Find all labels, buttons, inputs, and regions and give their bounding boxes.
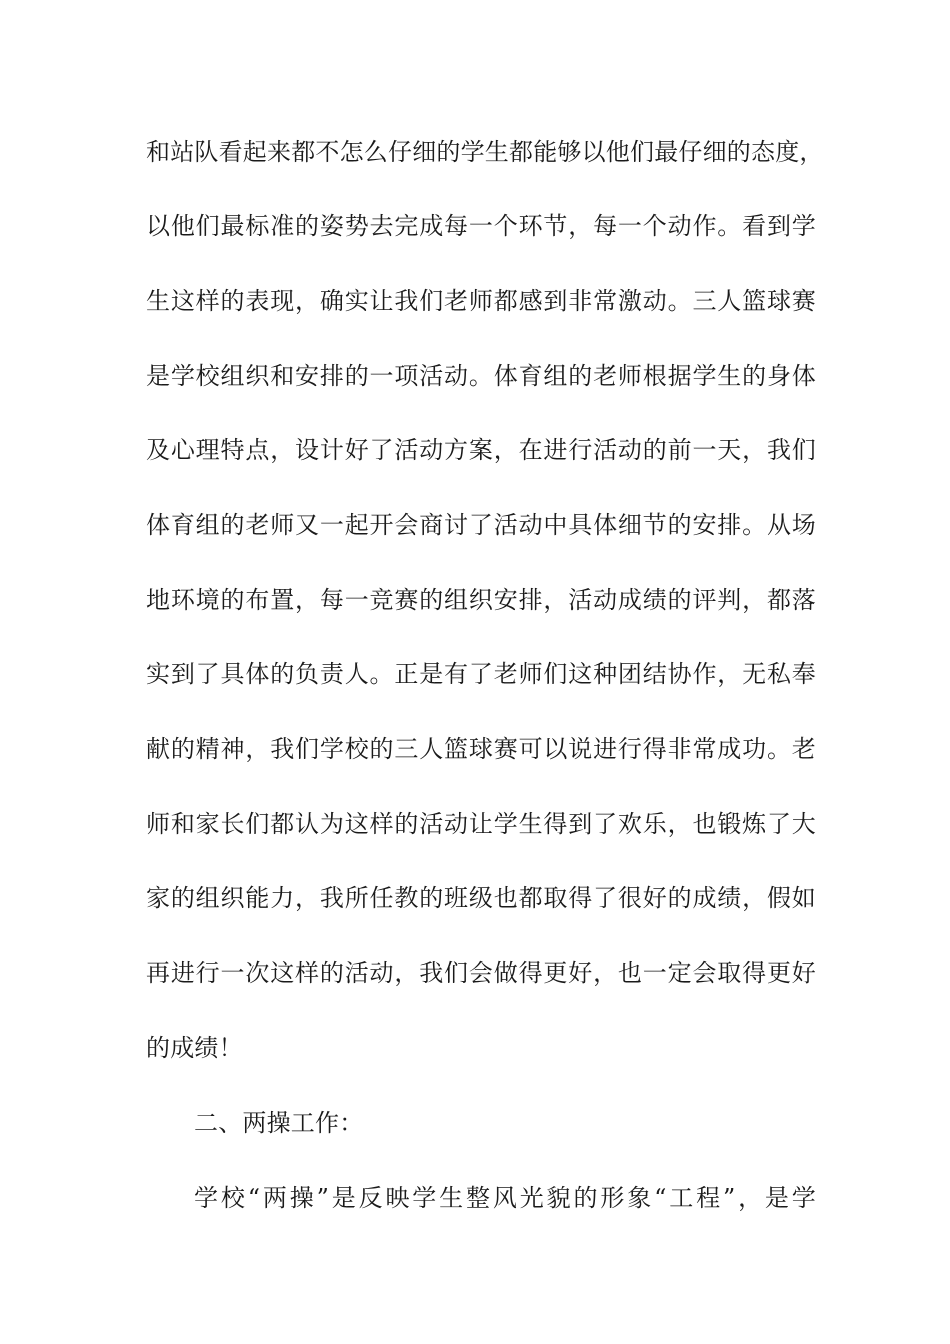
paragraph-line: 学校“两操”是反映学生整风光貌的形象“工程”，是学	[194, 1184, 816, 1212]
paragraph-line: 家的组织能力，我所任教的班级也都取得了很好的成绩，假如	[146, 884, 816, 912]
paragraph-line: 体育组的老师又一起开会商讨了活动中具体细节的安排。从场	[146, 511, 816, 539]
paragraph-line: 以他们最标准的姿势去完成每一个环节，每一个动作。看到学	[146, 212, 816, 240]
paragraph-line: 再进行一次这样的活动，我们会做得更好，也一定会取得更好	[146, 959, 816, 987]
paragraph-last-line: 的成绩！	[146, 1034, 243, 1062]
paragraph-line: 是学校组织和安排的一项活动。体育组的老师根据学生的身体	[146, 362, 816, 390]
paragraph-line: 生这样的表现，确实让我们老师都感到非常激动。三人篮球赛	[146, 287, 816, 315]
paragraph-line: 献的精神，我们学校的三人篮球赛可以说进行得非常成功。老	[146, 735, 816, 763]
paragraph-line: 地环境的布置，每一竞赛的组织安排，活动成绩的评判，都落	[146, 586, 816, 614]
paragraph-line: 师和家长们都认为这样的活动让学生得到了欢乐，也锻炼了大	[146, 810, 816, 838]
section-heading: 二、两操工作：	[194, 1109, 364, 1137]
paragraph-line: 和站队看起来都不怎么仔细的学生都能够以他们最仔细的态度，	[146, 138, 824, 166]
paragraph-line: 及心理特点，设计好了活动方案，在进行活动的前一天，我们	[146, 436, 816, 464]
paragraph-line: 实到了具体的负责人。正是有了老师们这种团结协作，无私奉	[146, 660, 816, 688]
